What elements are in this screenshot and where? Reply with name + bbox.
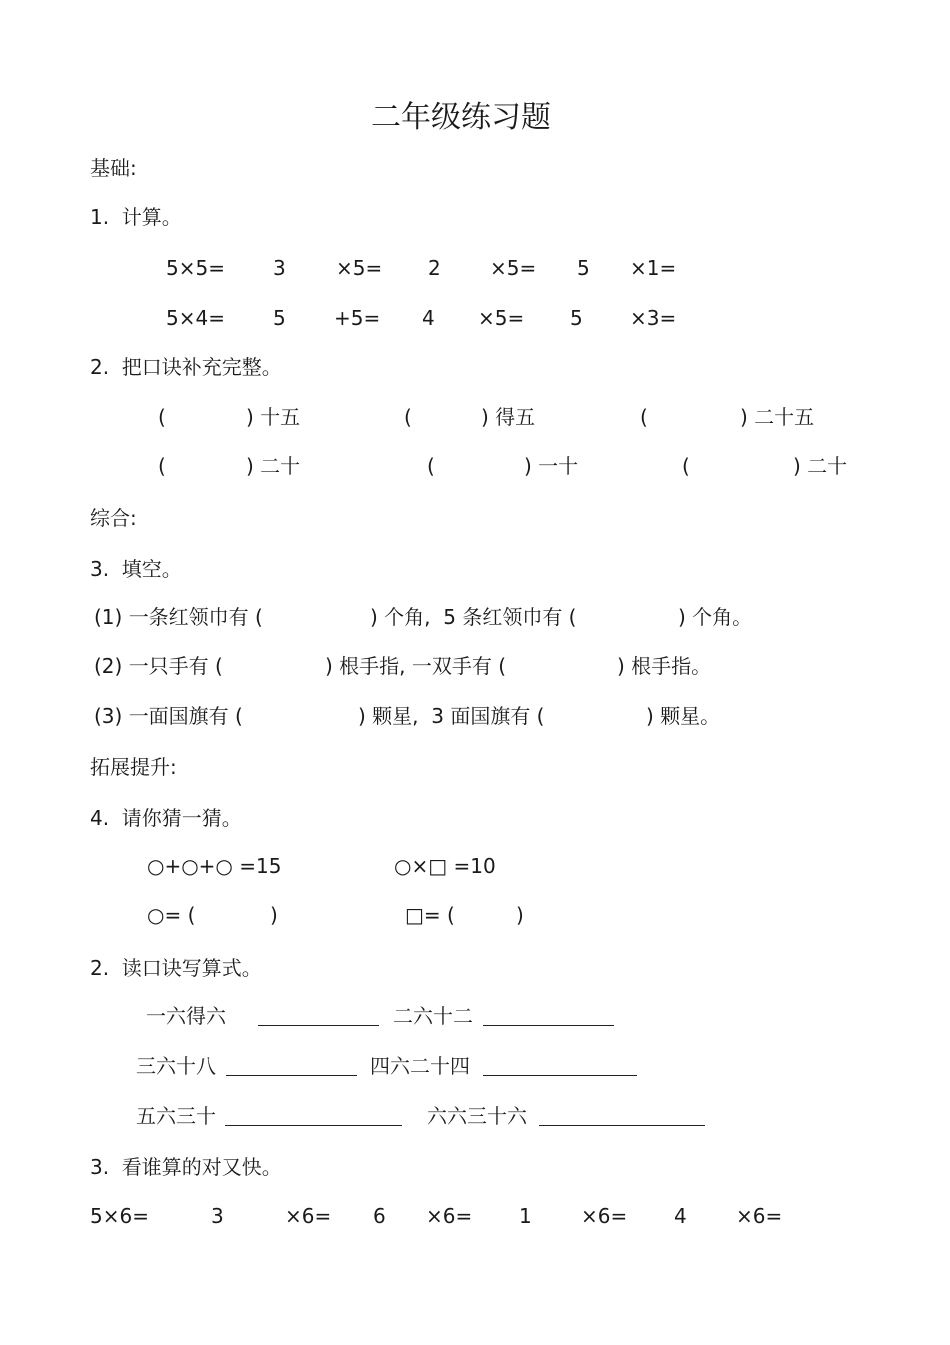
q4-answer-1-open: ○= ( [147, 903, 196, 927]
answer-blank [226, 1075, 357, 1076]
q3-item1-b: ) 个角, 5 条红领巾有 ( [370, 605, 577, 629]
q5-heading: 2. 读口诀写算式。 [90, 956, 262, 980]
q5-item-3: 三六十八 [136, 1054, 216, 1078]
q1-r1-c1: 3 [273, 256, 286, 280]
q3-item3-c: ) 颗星。 [646, 704, 721, 728]
q6-c5: 1 [519, 1204, 532, 1228]
q6-c6: ×6= [581, 1204, 628, 1228]
q3-item1-a: (1) 一条红领巾有 ( [94, 605, 263, 629]
q5-item-6: 六六三十六 [427, 1104, 527, 1128]
q6-heading: 3. 看谁算的对又快。 [90, 1155, 282, 1179]
q6-c3: 6 [373, 1204, 386, 1228]
answer-blank [483, 1075, 637, 1076]
q4-equation-2: ○×□ =10 [394, 854, 496, 878]
section-basic: 基础: [90, 156, 137, 180]
q5-item-5: 五六三十 [136, 1104, 216, 1128]
q1-r2-c0: 5×4= [166, 306, 225, 330]
q2-r2-text2: ) 一十 [524, 454, 579, 478]
q1-r2-c2: +5= [334, 306, 381, 330]
q3-item2-c: ) 根手指。 [617, 654, 712, 678]
q2-r2-open3: ( [682, 454, 690, 478]
q1-r1-c4: ×5= [490, 256, 537, 280]
q4-answer-1-close: ) [270, 903, 278, 927]
answer-blank [539, 1125, 705, 1126]
q3-item3-b: ) 颗星, 3 面国旗有 ( [358, 704, 545, 728]
q3-item3-a: (3) 一面国旗有 ( [94, 704, 243, 728]
q2-r2-open1: ( [158, 454, 166, 478]
section-comprehensive: 综合: [90, 506, 137, 530]
q1-r1-c3: 2 [428, 256, 441, 280]
q3-item2-a: (2) 一只手有 ( [94, 654, 223, 678]
q1-r2-c6: ×3= [630, 306, 677, 330]
q2-r2-text3: ) 二十 [793, 454, 848, 478]
q2-r1-text3: ) 二十五 [740, 405, 815, 429]
q4-heading: 4. 请你猜一猜。 [90, 806, 242, 830]
q6-c4: ×6= [426, 1204, 473, 1228]
q6-c2: ×6= [285, 1204, 332, 1228]
page-title: 二年级练习题 [371, 100, 551, 135]
section-extension: 拓展提升: [90, 755, 177, 779]
q2-r1-text1: ) 十五 [246, 405, 301, 429]
q4-answer-2-open: □= ( [405, 903, 455, 927]
q1-r2-c3: 4 [422, 306, 435, 330]
q2-r1-open3: ( [640, 405, 648, 429]
q2-r1-open2: ( [404, 405, 412, 429]
q2-heading: 2. 把口诀补充完整。 [90, 355, 282, 379]
q6-c7: 4 [674, 1204, 687, 1228]
q6-c0: 5×6= [90, 1204, 149, 1228]
q1-r1-c6: ×1= [630, 256, 677, 280]
q3-heading: 3. 填空。 [90, 557, 182, 581]
q5-item-2: 二六十二 [393, 1004, 473, 1028]
q5-item-4: 四六二十四 [370, 1054, 470, 1078]
q5-item-1: 一六得六 [146, 1004, 226, 1028]
q6-c1: 3 [211, 1204, 224, 1228]
q1-r1-c5: 5 [577, 256, 590, 280]
q2-r1-open1: ( [158, 405, 166, 429]
q1-r2-c4: ×5= [478, 306, 525, 330]
q1-r1-c2: ×5= [336, 256, 383, 280]
q2-r1-text2: ) 得五 [481, 405, 536, 429]
q4-equation-1: ○+○+○ =15 [147, 854, 282, 878]
q2-r2-text1: ) 二十 [246, 454, 301, 478]
q1-heading: 1. 计算。 [90, 205, 182, 229]
q1-r2-c1: 5 [273, 306, 286, 330]
q3-item2-b: ) 根手指, 一双手有 ( [325, 654, 507, 678]
q2-r2-open2: ( [427, 454, 435, 478]
answer-blank [258, 1025, 379, 1026]
q4-answer-2-close: ) [516, 903, 524, 927]
q3-item1-c: ) 个角。 [678, 605, 753, 629]
q1-r2-c5: 5 [570, 306, 583, 330]
q6-c8: ×6= [736, 1204, 783, 1228]
answer-blank [225, 1125, 402, 1126]
q1-r1-c0: 5×5= [166, 256, 225, 280]
answer-blank [483, 1025, 614, 1026]
